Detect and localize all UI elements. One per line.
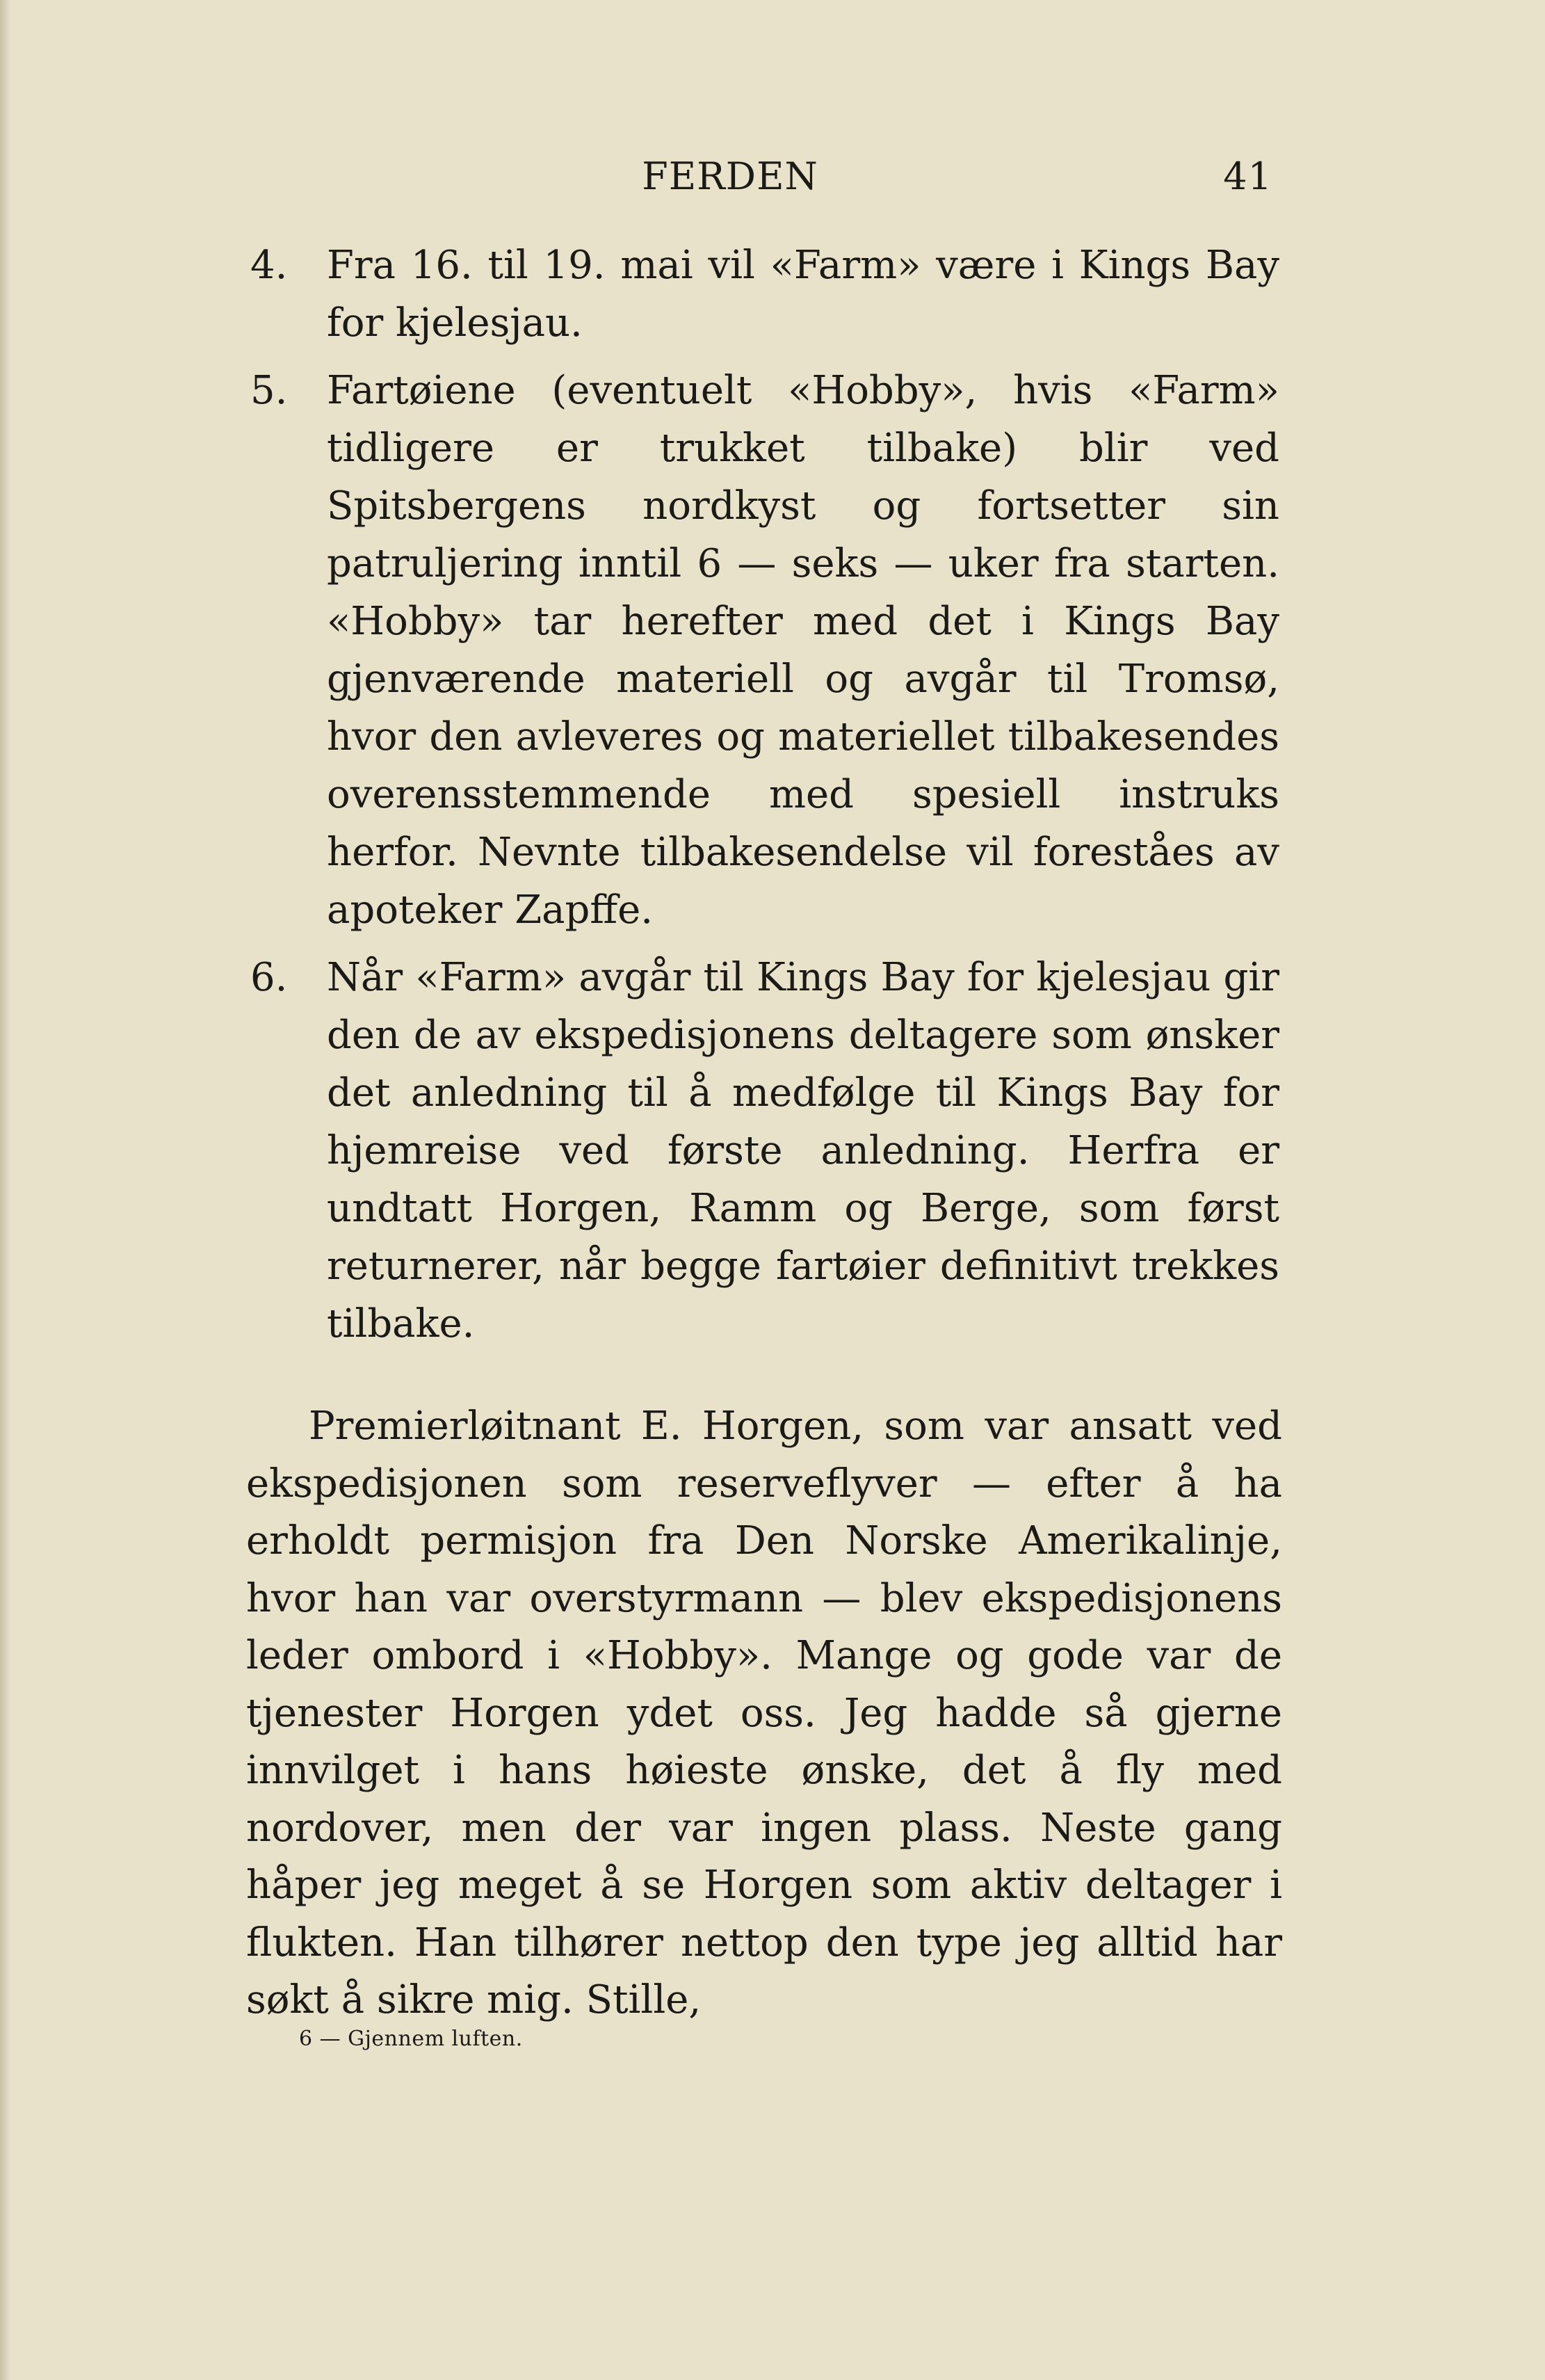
list-item — [250, 236, 1279, 352]
list-item-number: 5. — [250, 368, 288, 413]
body-paragraph: Premierløitnant E. Horgen, som var ansatt ved ekspedisjonen som reserveflyver — efter å ha erholdt permisjon fra Den Norske Amerikalinje, hvor han var overstyrmann — blev ekspedisjonens leder ombord i «Hobby». Mange og gode var de tjenester Horgen ydet oss. Jeg hadde så gjerne innvilget i hans høieste ønske, det å fly med nordover, men der var ingen plass. Neste gang håper jeg meget å se Horgen som aktiv deltager i flukten. Han tilhører nettop den type jeg alltid har søkt å sikre mig. Stille, — [246, 1404, 1282, 2023]
numbered-list — [250, 236, 1279, 1362]
list-item-text: Når «Farm» avgår til Kings Bay for kjelesjau gir den de av ekspedisjonens deltagere som ønsker det anledning til å medfølge til Kings Bay for hjemreise ved første anledning. Herfra er undtatt Horgen, Ramm og Berge, som først returnerer, når begge fartøier definitivt trekkes tilbake. — [327, 955, 1279, 1346]
page-number: 41 — [1223, 154, 1272, 198]
list-item — [250, 362, 1279, 939]
list-item-text: Fartøiene (eventuelt «Hobby», hvis «Farm» tidligere er trukket tilbake) blir ved Spitsbergens nordkyst og fortsetter sin patruljering inntil 6 — seks — uker fra starten. «Hobby» tar herefter med det i Kings Bay gjenværende materiell og avgår til Tromsø, hvor den avleveres og materiellet tilbakesendes overensstemmende med spesiell instruks herfor. Nevnte tilbakesendelse vil foreståes av apoteker Zapffe. — [327, 368, 1279, 933]
list-item-number: 4. — [250, 243, 288, 288]
list-item — [250, 949, 1279, 1353]
running-title — [327, 154, 1272, 198]
list-item-number: 6. — [250, 955, 288, 1000]
page-edge — [0, 0, 11, 2380]
running-title-text: FERDEN — [642, 154, 818, 198]
list-item-text: Fra 16. til 19. mai vil «Farm» være i Kings Bay for kjelesjau. — [327, 243, 1279, 346]
signature-footer: 6 — Gjennem luften. — [299, 2027, 523, 2051]
page-header — [327, 154, 1272, 203]
